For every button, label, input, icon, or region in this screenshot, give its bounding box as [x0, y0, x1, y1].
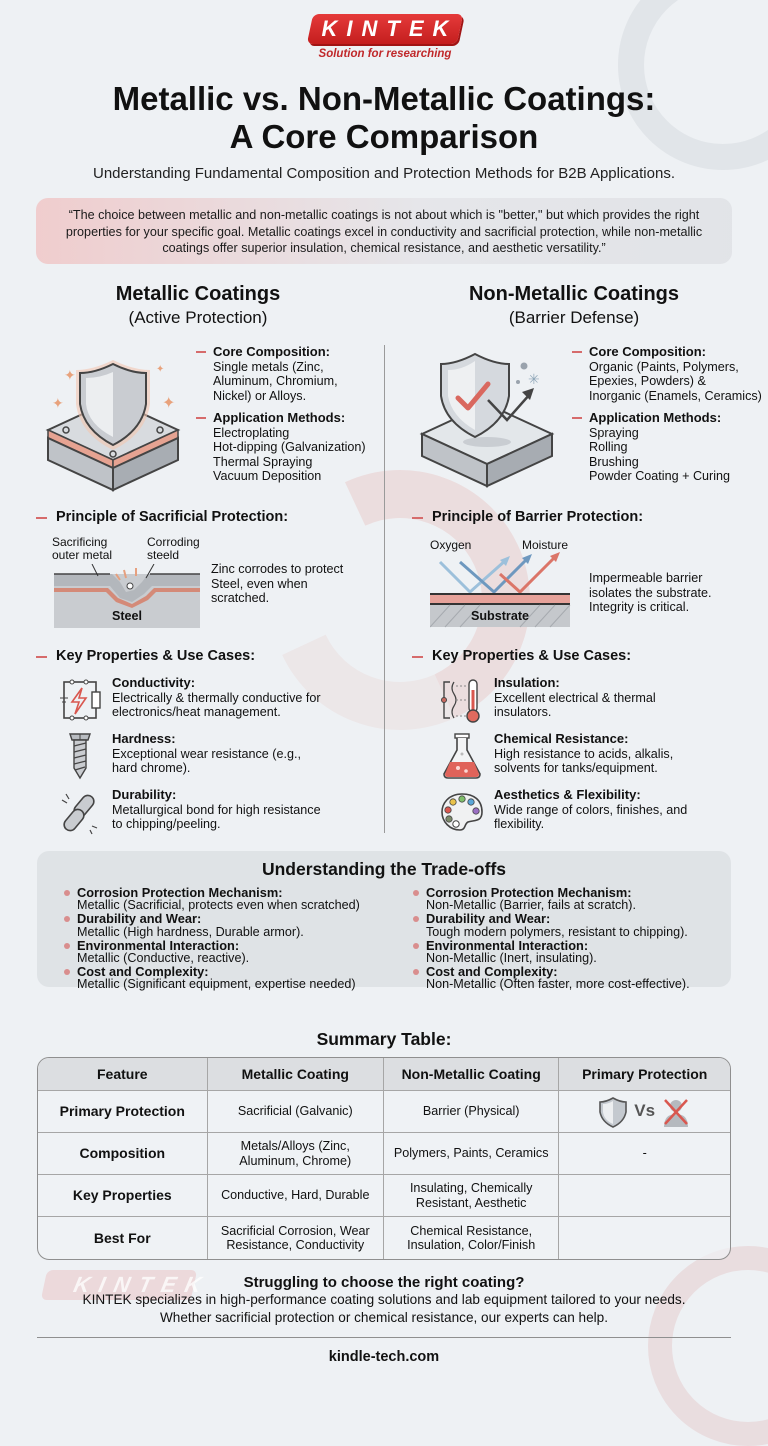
- table-row: Primary Protection Sacrificial (Galvanic) Barrier (Physical) Vs: [38, 1091, 730, 1133]
- nonmetallic-methods: Application Methods: Spraying Rolling Brushing Powder Coating + Curing: [572, 411, 768, 484]
- logo-text: KINTEK: [321, 16, 458, 41]
- summary-table: [37, 1057, 731, 1260]
- shield-check-on-plate-icon: [412, 344, 562, 494]
- nonmetallic-subtitle: (Barrier Defense): [508, 308, 640, 327]
- property-insulation: Insulation: Excellent electrical & thermal insulators.: [440, 676, 768, 726]
- table-header-row: [38, 1058, 730, 1091]
- footer-website-link[interactable]: kindle-tech.com: [328, 1349, 440, 1365]
- svg-text:✦: ✦: [52, 395, 64, 411]
- tradeoffs-panel: [37, 851, 731, 992]
- metallic-title: Metallic Coatings: [115, 283, 281, 305]
- dash-marker: [196, 417, 206, 419]
- page-subtitle: Understanding Fundamental Composition and Protection Methods for B2B Applications.: [92, 165, 675, 182]
- chain-link-icon: [58, 788, 102, 836]
- tradeoff-item: Cost and Complexity: Metallic (Significant equipment, expertise needed): [63, 965, 393, 991]
- column-header: Non-Metallic Coating: [384, 1058, 559, 1091]
- metallic-specs: [196, 345, 386, 492]
- dash-marker: [196, 351, 206, 353]
- shield-on-metal-plate-icon: [38, 342, 188, 492]
- circuit-bolt-icon: [58, 676, 102, 724]
- tradeoffs-nonmetallic-list: [412, 886, 727, 992]
- tradeoff-item: Environmental Interaction: Metallic (Conductive, reactive).: [63, 939, 393, 965]
- dash-marker: [572, 417, 582, 419]
- logo-badge: [307, 14, 463, 44]
- crossed-person-icon: [661, 1096, 691, 1128]
- call-to-action: [0, 1274, 768, 1326]
- sacrificial-note: Zinc corrodes to protect Steel, even when scratched.: [211, 562, 344, 605]
- nonmetallic-key-properties-heading: Key Properties & Use Cases:: [412, 648, 631, 664]
- dash-marker: [412, 517, 423, 519]
- screw-icon: [58, 732, 102, 780]
- title-line-2: A Core Comparison: [229, 118, 539, 155]
- tradeoff-item: Durability and Wear: Tough modern polymers, resistant to chipping).: [412, 912, 727, 938]
- svg-text:✳: ✳: [528, 371, 540, 387]
- page-title: [0, 80, 768, 156]
- nonmetallic-composition: Core Composition: Organic (Paints, Polymers, Epexies, Powders) & Inorganic (Enamels, Ceramics): [572, 345, 768, 403]
- dash-marker: [36, 656, 47, 658]
- cta-line-1: KINTEK specializes in high-performance coating solutions and lab equipment tailored to your needs.: [82, 1292, 686, 1307]
- logo-tagline: Solution for researching: [318, 48, 452, 60]
- svg-text:✦: ✦: [162, 395, 176, 412]
- title-line-1: Metallic vs. Non-Metallic Coatings:: [112, 80, 656, 117]
- svg-text:✦: ✦: [64, 367, 76, 383]
- svg-text:✦: ✦: [156, 364, 165, 375]
- property-hardness: Hardness: Exceptional wear resistance (e.g., hard chrome).: [58, 732, 398, 782]
- cta-question: Struggling to choose the right coating?: [243, 1274, 525, 1291]
- column-header: Primary Protection: [559, 1058, 730, 1091]
- substrate-label: Substrate: [470, 609, 530, 623]
- primary-protection-icons: [559, 1091, 730, 1133]
- cta-line-2: Whether sacrificial protection or chemical resistance, our experts can help.: [159, 1309, 609, 1325]
- property-aesthetics: Aesthetics & Flexibility: Wide range of colors, finishes, and flexibility.: [440, 788, 768, 838]
- metallic-composition: Core Composition: Single metals (Zinc, Aluminum, Chromium, Nickel) or Alloys.: [196, 345, 386, 403]
- nonmetallic-title: Non-Metallic Coatings: [468, 283, 679, 305]
- tradeoffs-title: Understanding the Trade-offs: [261, 859, 507, 879]
- table-row: Key Properties Conductive, Hard, Durable Insulating, Chemically Resistant, Aesthetic: [38, 1175, 730, 1217]
- tradeoff-item: Cost and Complexity: Non-Metallic (Often faster, more cost-effective).: [412, 965, 727, 991]
- tradeoff-item: Corrosion Protection Mechanism: Non-Metallic (Barrier, fails at scratch).: [412, 886, 727, 912]
- thermometer-insulation-icon: [440, 676, 484, 724]
- paint-palette-icon: [440, 788, 484, 836]
- sacrificial-principle-heading: Principle of Sacrificial Protection:: [36, 509, 288, 525]
- barrier-protection-diagram: Oxygen Moisture Substrate: [430, 538, 572, 630]
- dash-marker: [36, 517, 47, 519]
- tradeoff-item: Corrosion Protection Mechanism: Metallic (Sacrificial, protects even when scratched): [63, 886, 393, 912]
- shield-icon: [598, 1096, 628, 1128]
- flask-icon: [440, 732, 484, 780]
- barrier-principle-heading: Principle of Barrier Protection:: [412, 509, 643, 525]
- tradeoff-item: Durability and Wear: Metallic (High hardness, Durable armor).: [63, 912, 393, 938]
- intro-quote: “The choice between metallic and non-metallic coatings is not about which is "better," but which provides the right properties for your specific goal. Metallic coatings excel in conductivity and sacrificial protection, while non-metallic coatings offer superior insulation, chemical resistance, and aesthetic versatility.”: [36, 198, 732, 264]
- metallic-subtitle: (Active Protection): [128, 308, 268, 327]
- column-header: Metallic Coating: [208, 1058, 384, 1091]
- dash-marker: [412, 656, 423, 658]
- table-row: Composition Metals/Alloys (Zinc, Aluminum, Chrome) Polymers, Paints, Ceramics -: [38, 1133, 730, 1175]
- nonmetallic-column-title: [424, 283, 724, 328]
- tradeoff-item: Environmental Interaction: Non-Metallic (Inert, insulating).: [412, 939, 727, 965]
- footer-divider: [37, 1337, 731, 1338]
- brand-logo: [307, 14, 463, 60]
- dash-marker: [572, 351, 582, 353]
- steel-label: Steel: [111, 609, 143, 623]
- summary-table-title: Summary Table:: [316, 1029, 452, 1049]
- metallic-column-title: [48, 283, 348, 328]
- property-conductivity: Conductivity: Electrically & thermally conductive for electronics/heat management.: [58, 676, 398, 726]
- tradeoffs-metallic-list: [63, 886, 393, 992]
- barrier-note: Impermeable barrier isolates the substrate. Integrity is critical.: [589, 571, 712, 614]
- property-durability: Durability: Metallurgical bond for high resistance to chipping/peeling.: [58, 788, 398, 838]
- column-header: Feature: [38, 1058, 208, 1091]
- metallic-methods: Application Methods: Electroplating Hot-dipping (Galvanization) Thermal Spraying Vacuum Deposition: [196, 411, 386, 484]
- nonmetallic-specs: [572, 345, 768, 492]
- property-chemical-resistance: Chemical Resistance: High resistance to acids, alkalis, solvents for tanks/equipment.: [440, 732, 768, 782]
- table-row: Best For Sacrificial Corrosion, Wear Resistance, Conductivity Chemical Resistance, Insulation, Color/Finish: [38, 1217, 730, 1259]
- watermark-logo: KINTEK: [41, 1270, 197, 1300]
- metallic-key-properties-heading: Key Properties & Use Cases:: [36, 648, 255, 664]
- sacrificial-protection-diagram: Sacrificing outer metal Corroding steeld Steel: [52, 536, 202, 628]
- vs-icon: Vs: [634, 1101, 656, 1121]
